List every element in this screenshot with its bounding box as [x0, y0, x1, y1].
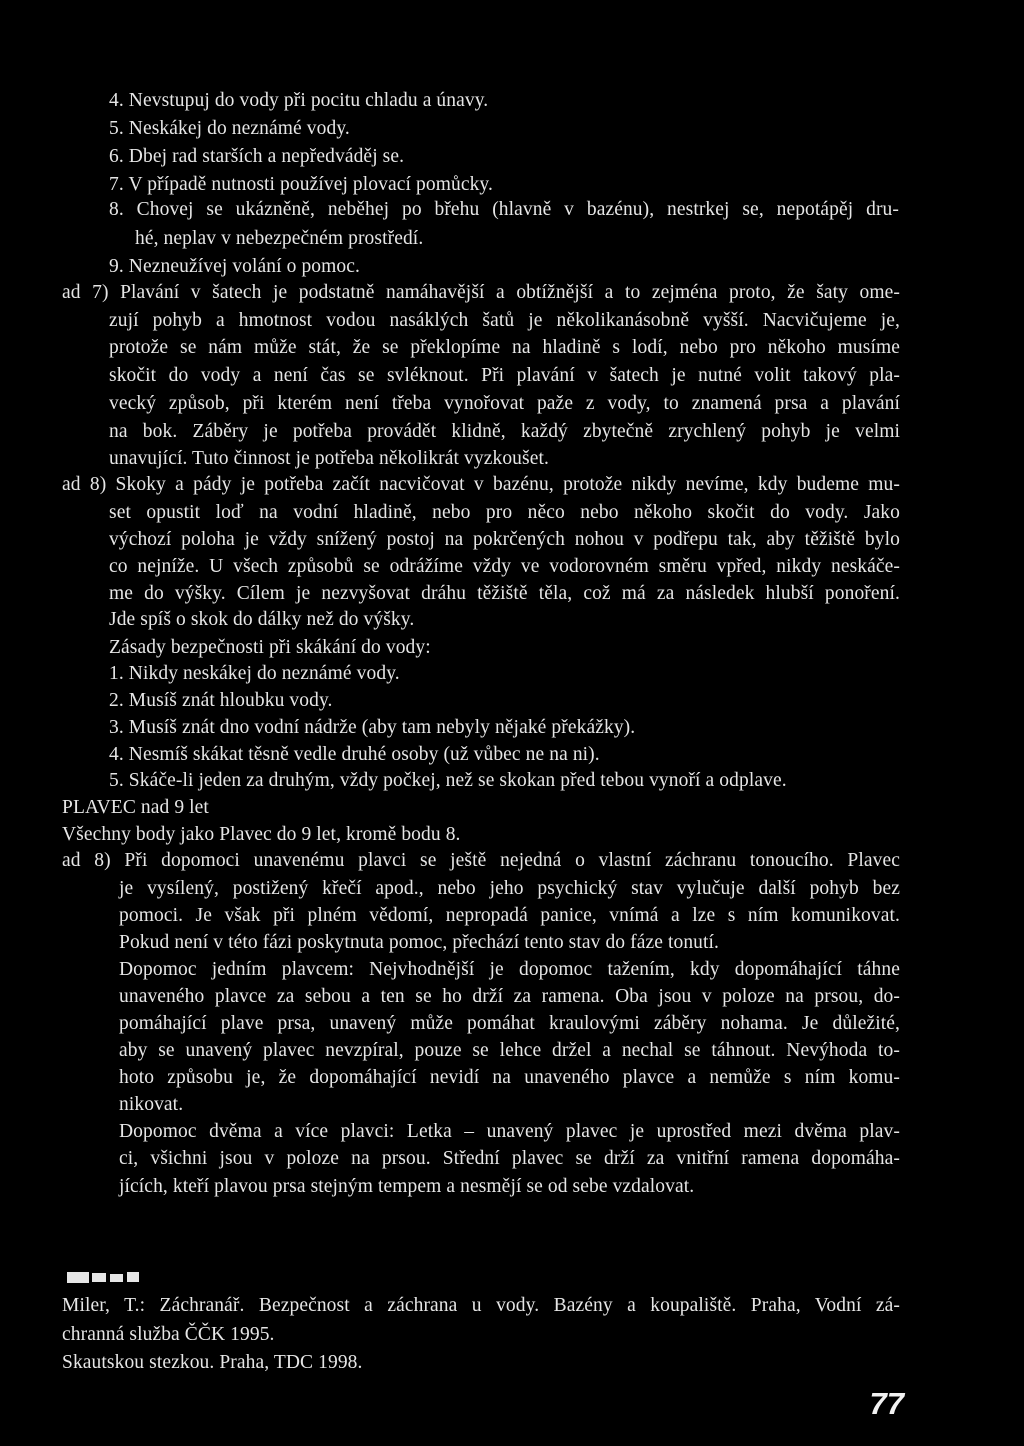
text-line: Pokud není v této fázi poskytnuta pomoc, přechází tento stav do fáze tonutí. [119, 932, 720, 953]
text-line: co nejníže. U všech způsobů se odrážíme vždy ve vodorovném směru vpřed, nikdy neskáče- [109, 556, 900, 577]
text-line: na bok. Záběry je potřeba provádět klidně, každý zbytečně zrychlený pohyb je velmi [109, 421, 900, 442]
text-line: 1. Nikdy neskákej do neznámé vody. [109, 663, 400, 684]
text-line: vecký způsob, při kterém není třeba vynořovat paže z vody, to znamená prsa a plavání [109, 393, 900, 414]
text-line: 5. Skáče-li jeden za druhým, vždy počkej, než se skokan před tebou vynoří a odplave. [109, 770, 787, 791]
text-line: 7. V případě nutnosti používej plovací pomůcky. [109, 174, 493, 195]
text-line: protože se nám může stát, že se překlopíme na hladině s lodí, nebo pro někoho musíme [109, 337, 900, 358]
text-line: pomoci. Je však při plném vědomí, nepropadá panice, vnímá a lze s ním komunikovat. [119, 905, 900, 926]
text-line: nikovat. [119, 1094, 184, 1115]
text-line: ad 7) Plavání v šatech je podstatně namáhavější a obtížnější a to zejména proto, že šaty ome- [62, 282, 900, 303]
text-line: me do výšky. Cílem je nezvyšovat dráhu těžiště těla, což má za následek hlubší ponoření. [109, 583, 900, 604]
text-line: unaveného plavce za sebou a ten se ho drží za ramena. Oba jsou v poloze na prsou, do- [119, 986, 900, 1007]
text-line: 2. Musíš znát hloubku vody. [109, 690, 333, 711]
text-line: 3. Musíš znát dno vodní nádrže (aby tam nebyly nějaké překážky). [109, 717, 636, 738]
text-line: hé, neplav v nebezpečném prostředí. [135, 228, 424, 249]
text-line: ad 8) Při dopomoci unavenému plavci se ještě nejedná o vlastní záchranu tonoucího. Plavec [62, 850, 900, 871]
reference-line: Miler, T.: Záchranář. Bezpečnost a záchrana u vody. Bazény a koupaliště. Praha, Vodní zá- [62, 1295, 900, 1316]
text-line: 8. Chovej se ukázněně, neběhej po břehu (hlavně v bazénu), nestrkej se, nepotápěj dru- [109, 199, 899, 220]
text-line: 6. Dbej rad starších a nepředváděj se. [109, 146, 405, 167]
text-line: 9. Nezneužívej volání o pomoc. [109, 256, 361, 277]
text-line: Všechny body jako Plavec do 9 let, kromě bodu 8. [62, 824, 461, 845]
page-number: 77 [869, 1386, 904, 1421]
text-line: 4. Nesmíš skákat těsně vedle druhé osoby (už vůbec ne na ni). [109, 744, 600, 765]
reference-line: chranná služba ČČK 1995. [62, 1324, 275, 1345]
text-line: skočit do vody a není čas se svléknout. Při plavání v šatech je nutné volit takový pla- [109, 365, 900, 386]
text-line: výchozí poloha je vždy snížený postoj na pokrčených nohou v podřepu tak, aby těžiště bylo [109, 529, 900, 550]
reference-line: Skautskou stezkou. Praha, TDC 1998. [62, 1352, 363, 1373]
text-line: Jde spíš o skok do dálky než do výšky. [109, 609, 415, 630]
text-line: aby se unavený plavec nevzpíral, pouze se lehce držel a nechal se táhnout. Nevýhoda to- [119, 1040, 900, 1061]
text-line: hoto způsobu je, že dopomáhající nevidí na unaveného plavce a nemůže s ním komu- [119, 1067, 900, 1088]
text-line: Dopomoc jedním plavcem: Nejvhodnější je dopomoc tažením, kdy dopomáhající táhne [119, 959, 900, 980]
text-line: jících, kteří plavou prsa stejným tempem a nesmějí se od sebe vzdalovat. [119, 1176, 695, 1197]
text-line: pomáhající plave prsa, unavený může pomáhat kraulovými záběry nohama. Je důležité, [119, 1013, 900, 1034]
text-line: ad 8) Skoky a pády je potřeba začít nacvičovat v bazénu, protože nikdy nevíme, kdy budeme mu- [62, 474, 900, 495]
section-heading: PLAVEC nad 9 let [62, 797, 209, 818]
text-line: 4. Nevstupuj do vody při pocitu chladu a únavy. [109, 90, 489, 111]
text-line: ci, všichni jsou v poloze na prsou. Střední plavec se drží za vnitřní ramena dopomáha- [119, 1148, 900, 1169]
text-line: zují pohyb a hmotnost vodou nasáklých šatů je několikanásobně vyšší. Nacvičujeme je, [109, 310, 900, 331]
text-line: Dopomoc dvěma a více plavci: Letka – unavený plavec je uprostřed mezi dvěma plav- [119, 1121, 900, 1142]
text-line: 5. Neskákej do neznámé vody. [109, 118, 350, 139]
text-line: Zásady bezpečnosti při skákání do vody: [109, 637, 431, 658]
literature-heading-graphic [67, 1272, 143, 1284]
text-line: unavující. Tuto činnost je potřeba několikrát vyzkoušet. [109, 448, 549, 469]
text-line: set opustit loď na vodní hladině, nebo pro něco nebo někoho skočit do vody. Jako [109, 502, 900, 523]
text-line: je vysílený, postižený křečí apod., nebo jeho psychický stav vylučuje další pohyb bez [119, 878, 900, 899]
